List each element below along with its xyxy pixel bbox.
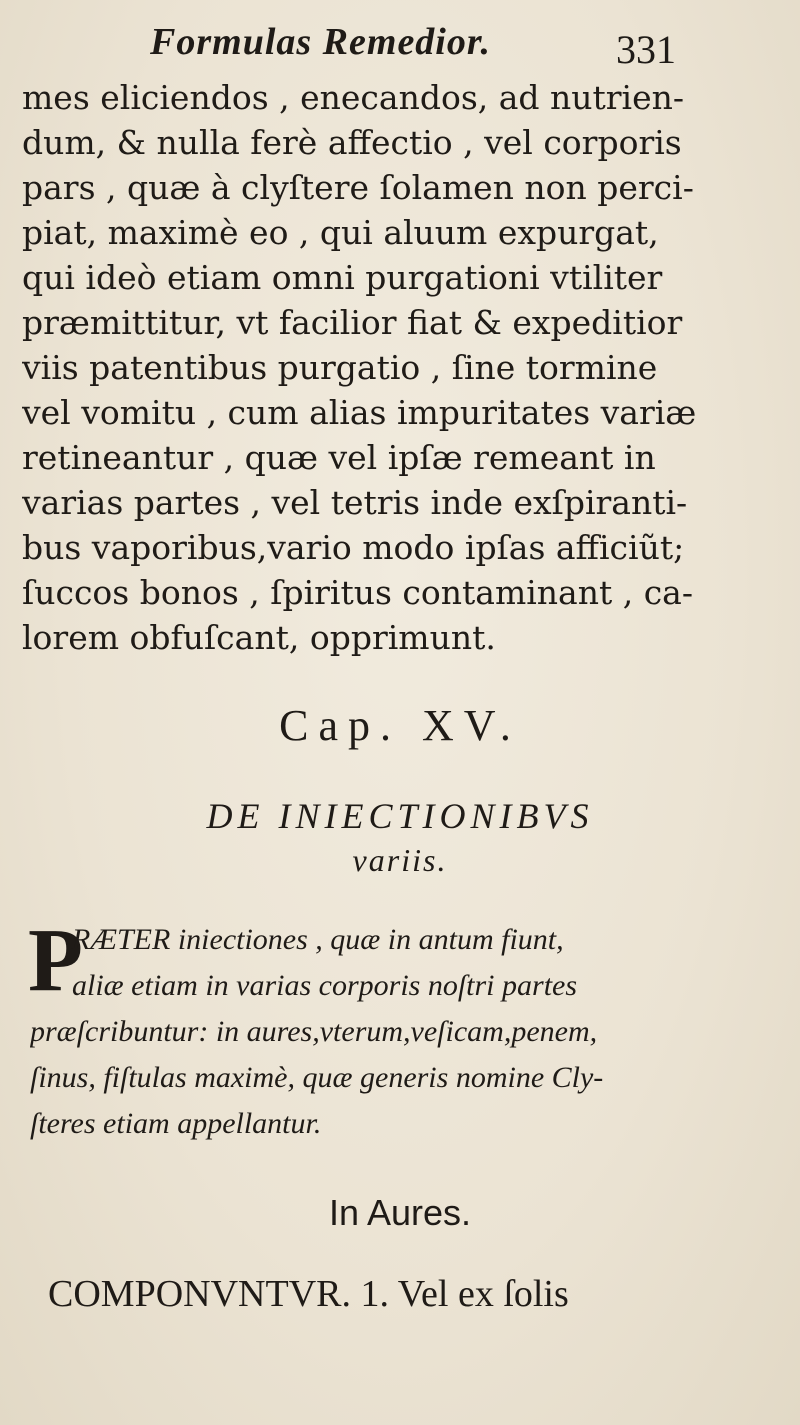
recipe-heading: In Aures. — [328, 1192, 472, 1233]
text-line: dum, & nulla ferè affectio , vel corporis — [22, 123, 682, 162]
text-line: lorem obfuſcant, opprimunt. — [22, 618, 496, 657]
text-line: vel vomitu , cum alias impuritates variæ — [22, 393, 697, 432]
italic-line: aliæ etiam in varias corporis noſtri partes — [72, 969, 578, 1002]
text-line: mes eliciendos , enecandos, ad nutrien- — [22, 78, 685, 117]
italic-line: præſcribuntur: in aures,vterum,veſicam,penem, — [30, 1015, 598, 1048]
text-line: viis patentibus purgatio , ſine tormine — [22, 348, 658, 387]
italic-paragraph — [28, 911, 800, 1147]
formula-line: COMPONVNTVR. 1. Vel ex ſolis — [48, 1273, 569, 1315]
page-header — [0, 10, 800, 70]
italic-line: RÆTER iniectiones , quæ in antum fiunt, — [72, 923, 564, 956]
running-title: Formulas Remedior. — [150, 21, 492, 63]
text-line: pars , quæ à clyſtere ſolamen non perci- — [22, 168, 694, 207]
section-subtitle: variis. — [352, 842, 448, 878]
italic-line: ſteres etiam appellantur. — [30, 1107, 322, 1140]
text-line: ſuccos bonos , ſpiritus contaminant , ca- — [22, 573, 694, 612]
section-title: DE INIECTIONIBVS — [206, 796, 594, 836]
page-number: 331 — [616, 27, 676, 72]
chapter-heading: Cap. XV. — [279, 701, 521, 750]
body-paragraph — [22, 75, 792, 660]
text-line: varias partes , vel tetris inde exſpiranti- — [22, 483, 688, 522]
drop-cap: P — [28, 911, 83, 1010]
text-line: præmittitur, vt facilior fiat & expeditior — [22, 303, 683, 342]
text-line: retineantur , quæ vel ipſæ remeant in — [22, 438, 656, 477]
italic-line: ſinus, fiſtulas maximè, quæ generis nomine Cly- — [30, 1061, 604, 1094]
text-line: qui ideò etiam omni purgationi vtiliter — [22, 258, 663, 297]
text-line: piat, maximè eo , qui aluum expurgat, — [22, 213, 659, 252]
text-line: bus vaporibus,vario modo ipſas afficiũt; — [22, 528, 685, 567]
